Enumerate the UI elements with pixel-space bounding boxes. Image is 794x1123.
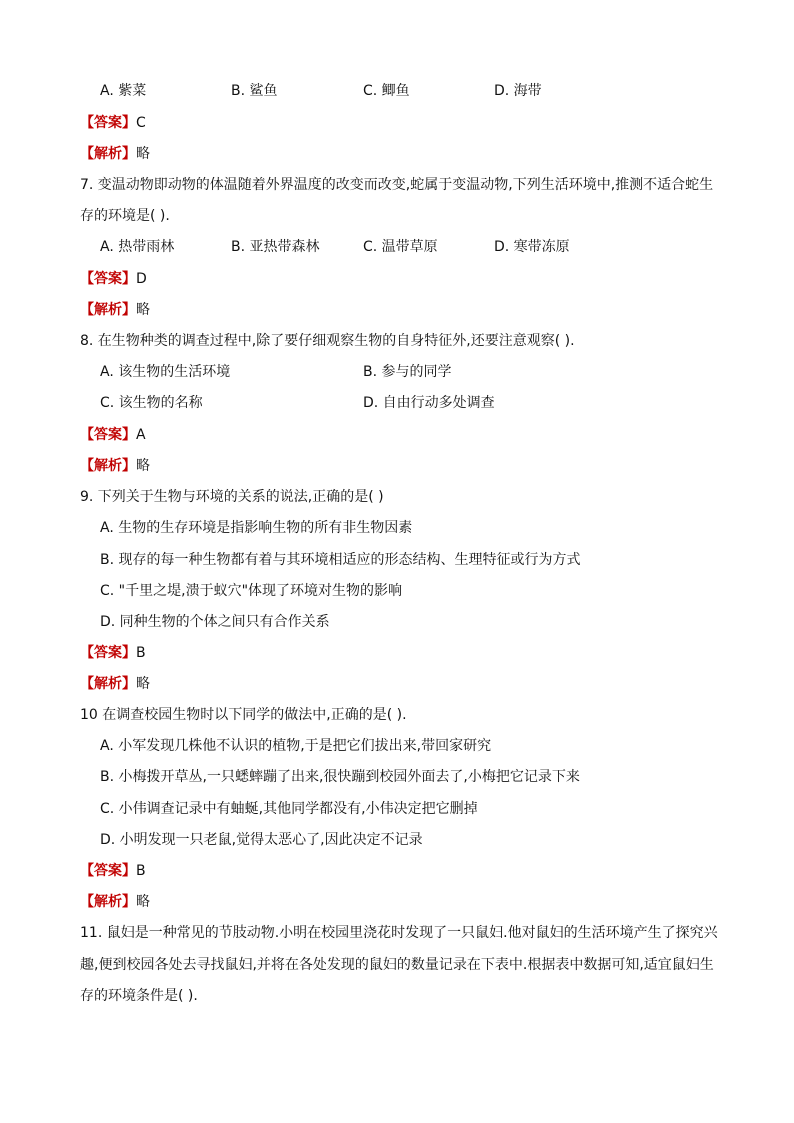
q10-analysis — [80, 892, 150, 912]
answer-label: 【答案】 — [80, 863, 136, 879]
q9-option-c: C. "千里之堤,溃于蚁穴"体现了环境对生物的影响 — [100, 583, 403, 599]
q6-option-d: D. 海带 — [494, 83, 542, 99]
answer-label: 【答案】 — [80, 115, 136, 131]
analysis-label: 【解析】 — [80, 458, 136, 474]
analysis-value: 略 — [136, 146, 150, 162]
q8-stem-line1: 8. 在生物种类的调查过程中,除了要仔细观察生物的自身特征外,还要注意观察( ). — [80, 333, 575, 349]
q10-option-b: B. 小梅拨开草丛,一只蟋蟀蹦了出来,很快蹦到校园外面去了,小梅把它记录下来 — [100, 769, 580, 785]
answer-value: D — [136, 271, 147, 287]
answer-label: 【答案】 — [80, 427, 136, 443]
q6-option-c: C. 鲫鱼 — [363, 83, 410, 99]
q6-analysis — [80, 144, 150, 164]
q9-option-d: D. 同种生物的个体之间只有合作关系 — [100, 614, 330, 630]
q10-option-d: D. 小明发现一只老鼠,觉得太恶心了,因此决定不记录 — [100, 832, 423, 848]
q10-option-c: C. 小伟调查记录中有蚰蜒,其他同学都没有,小伟决定把它删掉 — [100, 801, 478, 817]
q7-stem-line2: 存的环境是( ). — [80, 208, 170, 224]
analysis-label: 【解析】 — [80, 894, 136, 910]
analysis-label: 【解析】 — [80, 676, 136, 692]
analysis-label: 【解析】 — [80, 302, 136, 318]
answer-label: 【答案】 — [80, 645, 136, 661]
answer-value: B — [136, 645, 146, 661]
analysis-value: 略 — [136, 302, 150, 318]
q6-answer — [80, 113, 146, 133]
analysis-label: 【解析】 — [80, 146, 136, 162]
answer-value: A — [136, 427, 146, 443]
q9-stem-line1: 9. 下列关于生物与环境的关系的说法,正确的是( ) — [80, 489, 384, 505]
q8-option-c: C. 该生物的名称 — [100, 395, 203, 411]
q7-option-c: C. 温带草原 — [363, 239, 438, 255]
q9-analysis — [80, 674, 150, 694]
q6-option-b: B. 鲨鱼 — [231, 83, 278, 99]
q7-option-d: D. 寒带冻原 — [494, 239, 570, 255]
q10-option-a: A. 小军发现几株他不认识的植物,于是把它们拔出来,带回家研究 — [100, 738, 492, 754]
q8-option-b: B. 参与的同学 — [363, 364, 452, 380]
q7-answer — [80, 269, 147, 289]
q8-option-a: A. 该生物的生活环境 — [100, 364, 231, 380]
answer-label: 【答案】 — [80, 271, 136, 287]
q8-answer — [80, 425, 146, 445]
q10-answer — [80, 861, 146, 881]
q10-stem-line1: 10 在调查校园生物时以下同学的做法中,正确的是( ). — [80, 707, 407, 723]
q11-stem-line2: 趣,便到校园各处去寻找鼠妇,并将在各处发现的鼠妇的数量记录在下表中.根据表中数据可知,适宜鼠妇生 — [80, 957, 714, 973]
analysis-value: 略 — [136, 676, 150, 692]
q7-option-a: A. 热带雨林 — [100, 239, 175, 255]
analysis-value: 略 — [136, 894, 150, 910]
answer-value: C — [136, 115, 146, 131]
answer-value: B — [136, 863, 146, 879]
q7-analysis — [80, 300, 150, 320]
q6-option-a: A. 紫菜 — [100, 83, 147, 99]
q7-option-b: B. 亚热带森林 — [231, 239, 320, 255]
q9-option-a: A. 生物的生存环境是指影响生物的所有非生物因素 — [100, 520, 413, 536]
q11-stem-line1: 11. 鼠妇是一种常见的节肢动物.小明在校园里浇花时发现了一只鼠妇.他对鼠妇的生活环境产生了探究兴 — [80, 925, 718, 941]
q9-option-b: B. 现存的每一种生物都有着与其环境相适应的形态结构、生理特征或行为方式 — [100, 552, 581, 568]
q8-analysis — [80, 456, 150, 476]
q8-option-d: D. 自由行动多处调查 — [363, 395, 495, 411]
analysis-value: 略 — [136, 458, 150, 474]
q9-answer — [80, 643, 146, 663]
q7-stem-line1: 7. 变温动物即动物的体温随着外界温度的改变而改变,蛇属于变温动物,下列生活环境中,推测不适合蛇生 — [80, 177, 714, 193]
q11-stem-line3: 存的环境条件是( ). — [80, 988, 198, 1004]
